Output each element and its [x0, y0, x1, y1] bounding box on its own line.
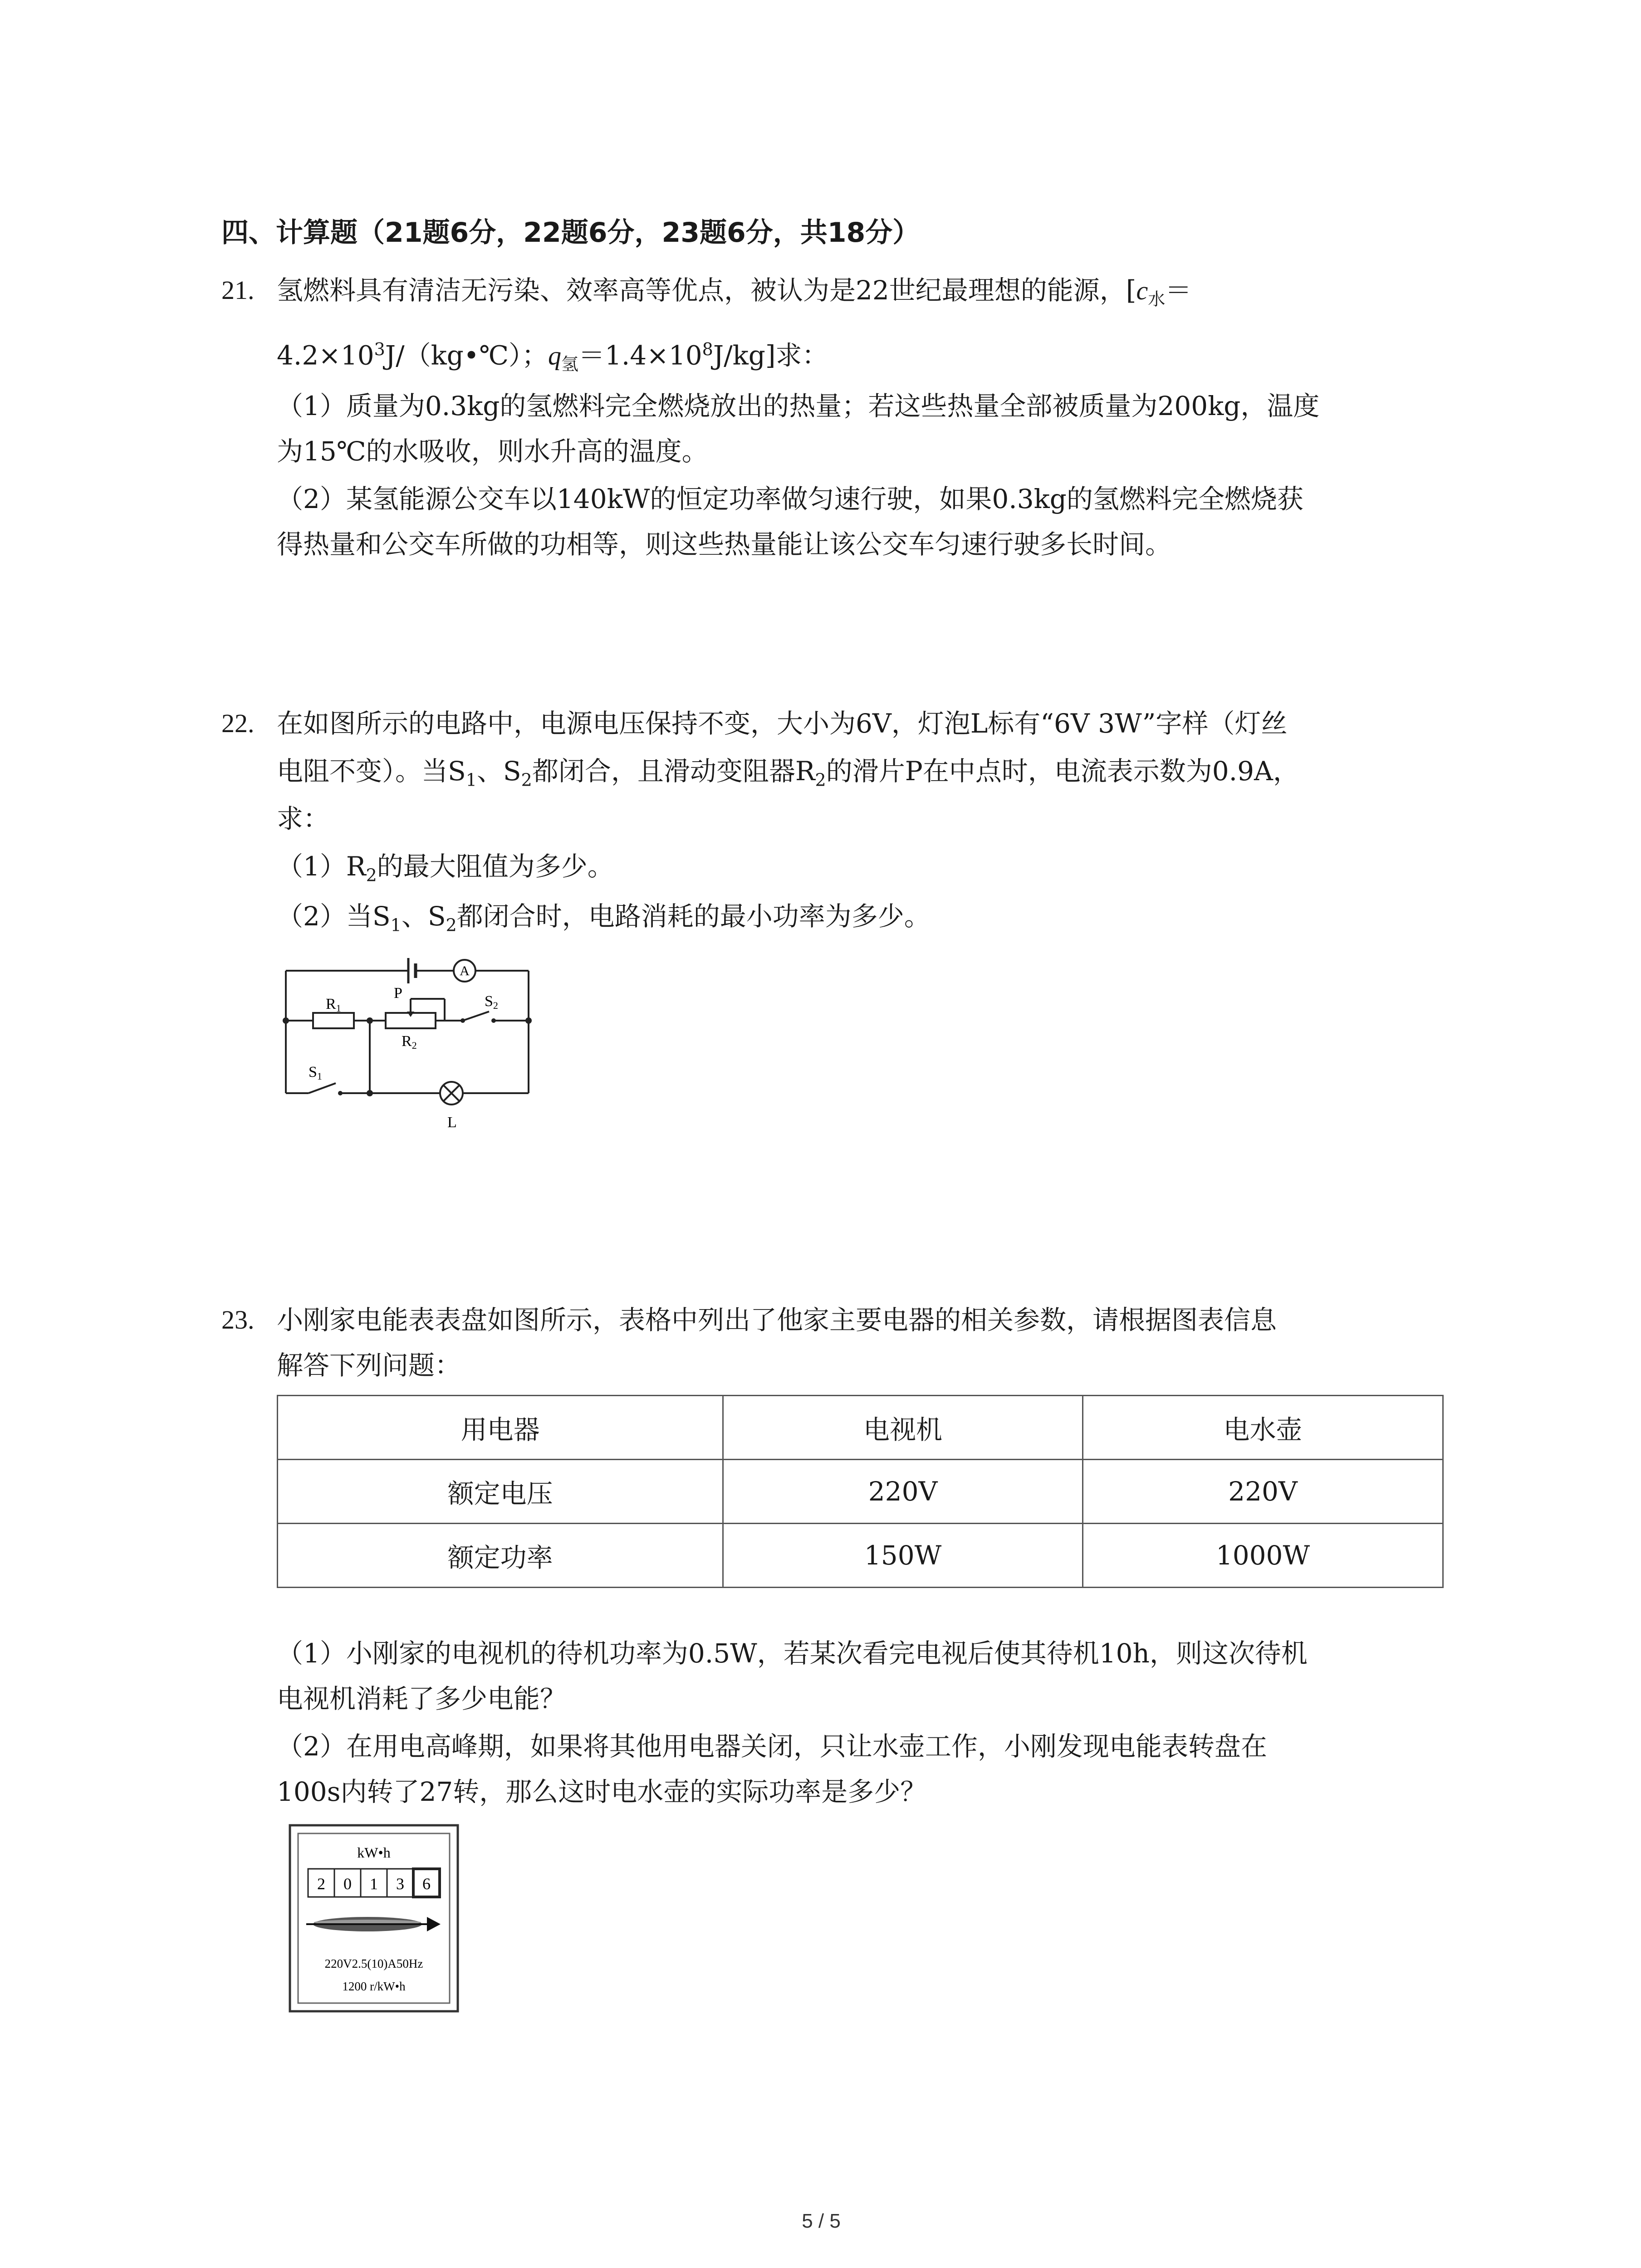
q21-line2: $4.2\times 10^3J/(kg•℃)$；$q_氢=1.4\times 10^8J/kg$]求： [277, 339, 828, 374]
q22-line2: 电阻不变）。当$S_1$、$S_2$都闭合，且滑动变阻器$R_2$的滑片P在中点时，电流表示数为0.9A， [277, 756, 1299, 790]
q23-number: 23. [221, 1305, 255, 1334]
slider-p-label: P [394, 985, 402, 1002]
q21-part2-line1: （2）某氢能源公交车以140kW的恒定功率做匀速行驶，如果0.3kg的氢燃料完全燃烧获 [277, 484, 1303, 514]
table-cell: 220V [1083, 1460, 1443, 1524]
q22-line1: 在如图所示的电路中，电源电压保持不变，大小为6V，灯泡L标有“6V 3W”字样（灯丝 [277, 708, 1288, 739]
q21-part2-line2: 得热量和公交车所做的功相等，则这些热量能让该公交车匀速行驶多长时间。 [277, 529, 1172, 560]
meter-unit: kW•h [357, 1844, 391, 1861]
table-header-cell: 电视机 [723, 1396, 1083, 1460]
r1-label: R1 [326, 996, 341, 1014]
q22-line3: 求： [277, 803, 330, 834]
table-cell: 220V [723, 1460, 1083, 1524]
table-header-cell: 电水壶 [1083, 1396, 1443, 1460]
meter-digit: 3 [396, 1875, 404, 1893]
circuit-diagram [272, 948, 554, 1139]
q21-number: 21. [221, 275, 255, 305]
q23-part2-line1: （2）在用电高峰期，如果将其他用电器关闭，只让水壶工作，小刚发现电能表转盘在 [277, 1731, 1267, 1762]
section-heading: 四、计算题（21题6分，22题6分，23题6分，共18分） [221, 217, 920, 249]
q23-line1: 小刚家电能表表盘如图所示，表格中列出了他家主要电器的相关参数，请根据图表信息 [277, 1305, 1277, 1335]
q21-part1-line1: （1）质量为0.3kg的氢燃料完全燃烧放出的热量；若这些热量全部被质量为200kg，温度 [277, 391, 1320, 421]
r2-label: R2 [402, 1033, 417, 1051]
lamp-label: L [447, 1114, 457, 1131]
ammeter-label: A [460, 963, 470, 978]
meter-rate: 1200 r/kW•h [342, 1980, 406, 1993]
appliance-table [277, 1395, 1444, 1588]
energy-meter [288, 1823, 460, 2014]
q23-part1-line1: （1）小刚家的电视机的待机功率为0.5W，若某次看完电视后使其待机10h，则这次待机 [277, 1638, 1308, 1669]
meter-digit: 2 [317, 1875, 325, 1893]
q21-line1: 氢燃料具有清洁无污染、效率高等优点，被认为是22世纪最理想的能源，[$c_水=$ [277, 275, 1192, 309]
table-cell: 1000W [1083, 1524, 1443, 1588]
table-row [278, 1524, 1443, 1588]
q22-part2: （2）当$S_1$、$S_2$都闭合时，电路消耗的最小功率为多少。 [277, 901, 931, 935]
q23-part1-line2: 电视机消耗了多少电能？ [277, 1683, 567, 1714]
table-row [278, 1460, 1443, 1524]
meter-spec: 220V2.5(10)A50Hz [324, 1957, 423, 1970]
q23-part2-line2: 100s内转了27转，那么这时电水壶的实际功率是多少？ [277, 1776, 927, 1807]
s1-label: S1 [309, 1064, 322, 1082]
q22-number: 22. [221, 709, 255, 738]
q22-part1: $(1)R_2$的最大阻值为多少。 [277, 851, 614, 885]
table-header-row [278, 1396, 1443, 1460]
meter-digit: 0 [343, 1875, 352, 1893]
meter-digit: 6 [422, 1875, 431, 1893]
page-number: 5 / 5 [802, 2210, 841, 2232]
q23-line2: 解答下列问题： [277, 1350, 461, 1381]
table-cell: 150W [723, 1524, 1083, 1588]
table-header-cell: 用电器 [278, 1396, 723, 1460]
q21-part1-line2: 为15℃的水吸收，则水升高的温度。 [277, 436, 708, 467]
s2-label: S2 [485, 993, 498, 1011]
meter-digit: 1 [370, 1875, 378, 1893]
table-cell: 额定电压 [278, 1460, 723, 1524]
table-cell: 额定功率 [278, 1524, 723, 1588]
